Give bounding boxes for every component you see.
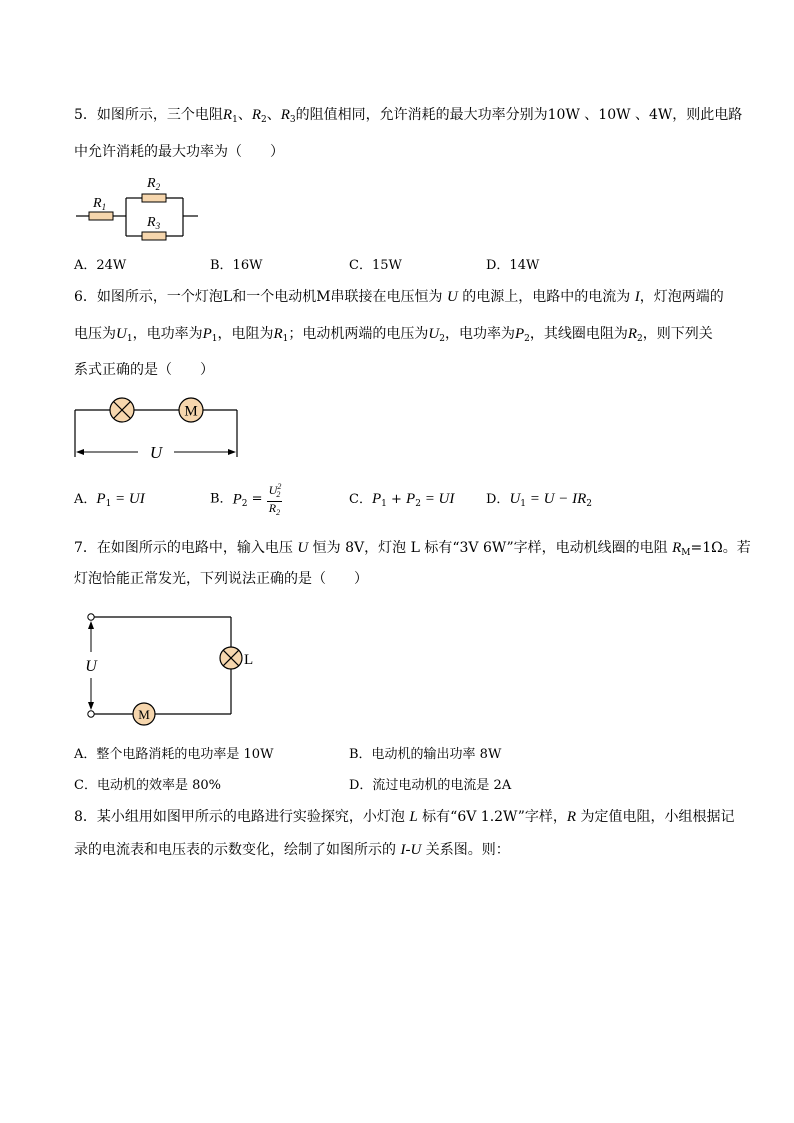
- q6-option-b[interactable]: B．$P_2$ = $\frac{U^2_2}{R_2}$: [210, 482, 282, 517]
- motor-icon: [179, 398, 203, 422]
- voltage-label: U: [149, 443, 163, 462]
- q6-option-d[interactable]: D．$U_1 = U - IR_2$: [486, 491, 592, 509]
- q6-line2: 电压为$U_1$，电功率为$P_1$，电阻为$R_1$；电动机两端的电压为$U_2$，电功率为$P_2$，其线圈电阻为$R_2$，则下列关: [74, 326, 713, 344]
- q6-number: 6．: [74, 289, 97, 305]
- q7-line2: 灯泡恰能正常发光，下列说法正确的是（ ）: [74, 571, 368, 587]
- q8-line1: 8．某小组用如图甲所示的电路进行实验探究，小灯泡 L 标有“6V 1.2W”字样，R 为定值电阻，小组根据记: [74, 809, 735, 825]
- q6-circuit-diagram: [70, 392, 245, 464]
- q5-option-d[interactable]: D．14W: [486, 258, 540, 273]
- label-r2: $R_2$: [147, 176, 161, 192]
- q7-option-b[interactable]: B．电动机的输出功率 8W: [349, 747, 502, 762]
- q7-option-d[interactable]: D．流过电动机的电流是 2A: [349, 778, 512, 793]
- lamp-label: L: [244, 652, 254, 668]
- motor-icon: [133, 703, 155, 725]
- q6-option-a[interactable]: A．$P_1$ = UI: [74, 491, 145, 509]
- resistor-r1: [89, 212, 113, 220]
- q5-option-c[interactable]: C．15W: [349, 258, 402, 273]
- svg-text:M: M: [138, 707, 150, 722]
- fraction: $\frac{U^2_2}{R_2}$: [268, 482, 282, 517]
- q7-number: 7．: [74, 540, 97, 556]
- voltage-label: U: [85, 658, 97, 675]
- q8-number: 8．: [74, 809, 97, 825]
- q6-line3: 系式正确的是（ ）: [74, 362, 214, 378]
- q7-option-a[interactable]: A．整个电路消耗的电功率是 10W: [74, 747, 274, 762]
- q6-line1: 6．如图所示，一个灯泡L和一个电动机M串联接在电压恒为 U 的电源上，电路中的电流为 I，灯泡两端的: [74, 289, 724, 305]
- q7-line1: 7．在如图所示的电路中，输入电压 U 恒为 8V，灯泡 L 标有“3V 6W”字样，电动机线圈的电阻 $R_M=1\Omega$。若: [74, 540, 751, 558]
- svg-text:M: M: [184, 403, 198, 420]
- q6-option-c[interactable]: C．$P_1 + P_2$ = UI: [349, 491, 455, 509]
- q7-option-c[interactable]: C．电动机的效率是 80%: [74, 778, 221, 793]
- q5-option-b[interactable]: B．16W: [210, 258, 263, 273]
- q5-circuit-diagram: [70, 172, 210, 242]
- q5-line1: 5．如图所示，三个电阻$R_1$、$R_2$、$R_3$的阻值相同，允许消耗的最大功率分别为10W 、10W 、4W，则此电路: [74, 107, 743, 125]
- q5-number: 5．: [74, 107, 97, 123]
- q8-line2: 录的电流表和电压表的示数变化，绘制了如图所示的 I-U 关系图。则：: [74, 842, 510, 858]
- q5-line2: 中允许消耗的最大功率为（ ）: [74, 144, 284, 160]
- resistor-r2: [142, 194, 166, 202]
- resistor-r3: [142, 232, 166, 240]
- lamp-icon: [220, 647, 242, 669]
- q7-circuit-diagram: [82, 610, 262, 725]
- label-r1: $R_1$: [93, 196, 107, 212]
- label-r3: $R_3$: [147, 215, 161, 231]
- lamp-icon: [110, 398, 134, 422]
- q5-option-a[interactable]: A．24W: [74, 258, 127, 273]
